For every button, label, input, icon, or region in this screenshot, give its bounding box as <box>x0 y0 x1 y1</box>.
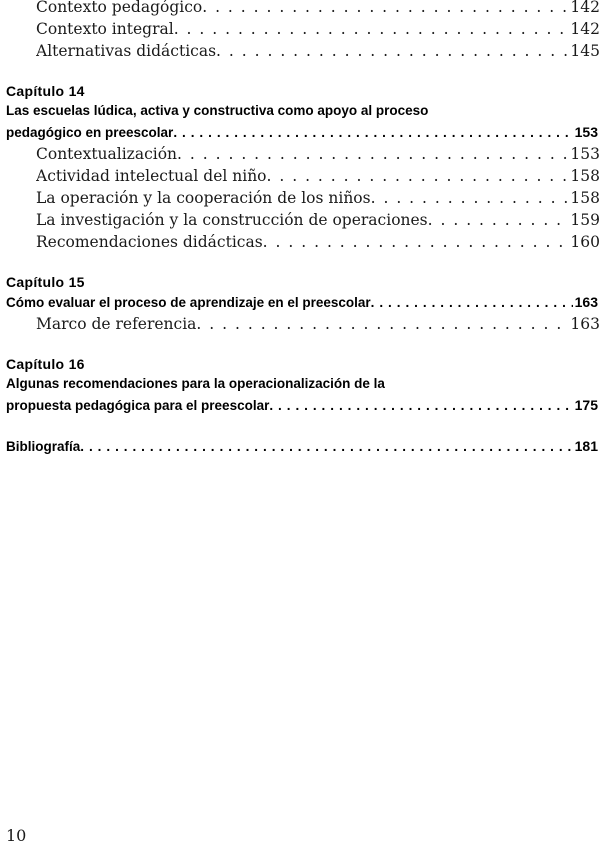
toc-entry-page: 142 <box>570 20 600 38</box>
toc-entry-page: 160 <box>570 233 600 251</box>
page-number: 10 <box>6 826 27 845</box>
chapter-title: Las escuelas lúdica, activa y constructiva como apoyo al proceso <box>6 103 429 118</box>
leader-dots <box>267 167 569 185</box>
leader-dots <box>428 211 569 229</box>
toc-entry-title: Alternativas didácticas <box>36 42 217 60</box>
leader-dots <box>269 398 572 413</box>
leader-dots <box>216 42 568 60</box>
chapter-title: Cómo evaluar el proceso de aprendizaje en el preescolar <box>6 295 371 310</box>
toc-entry <box>36 189 600 207</box>
chapter-label: Capítulo 15 <box>6 274 85 290</box>
leader-dots <box>371 295 573 310</box>
chapter-label: Capítulo 16 <box>6 356 85 372</box>
chapter-page: 153 <box>574 124 598 140</box>
bibliography-page: 181 <box>574 438 598 454</box>
toc-entry-page: 163 <box>570 315 600 333</box>
toc-entry-page: 142 <box>570 0 600 16</box>
toc-entry <box>36 211 600 229</box>
toc-entry-title: Actividad intelectual del niño <box>36 167 267 185</box>
toc-entry <box>36 20 600 38</box>
leader-dots <box>174 20 569 38</box>
leader-dots <box>371 189 569 207</box>
chapter-page: 163 <box>574 294 598 310</box>
toc-entry-page: 158 <box>570 189 600 207</box>
toc-entry <box>36 233 600 251</box>
toc-entry-title: Marco de referencia <box>36 315 197 333</box>
toc-entry-title: Contextualización <box>36 145 178 163</box>
chapter-title-continued: propuesta pedagógica para el preescolar <box>6 398 270 413</box>
chapter-label: Capítulo 14 <box>6 83 85 99</box>
toc-entry-title: La operación y la cooperación de los niños <box>36 189 371 207</box>
leader-dots <box>202 0 568 16</box>
leader-dots <box>80 439 572 454</box>
toc-entry-title: La investigación y la construcción de operaciones <box>36 211 428 229</box>
toc-entry <box>36 145 600 163</box>
toc-entry-page: 145 <box>570 42 600 60</box>
toc-entry <box>36 315 600 333</box>
bibliography-title: Bibliografía <box>6 439 81 454</box>
toc-entry-title: Contexto pedagógico <box>36 0 203 16</box>
leader-dots <box>196 315 568 333</box>
chapter-title-row <box>6 397 598 413</box>
chapter-title-continued: pedagógico en preescolar <box>6 125 174 140</box>
toc-entry-page: 159 <box>570 211 600 229</box>
chapter-title-row <box>6 124 598 140</box>
leader-dots <box>173 125 572 140</box>
toc-entry-page: 158 <box>570 167 600 185</box>
leader-dots <box>263 233 569 251</box>
chapter-title: Algunas recomendaciones para la operacionalización de la <box>6 376 385 391</box>
toc-entry <box>36 167 600 185</box>
toc-entry-page: 153 <box>570 145 600 163</box>
chapter-title-row <box>6 294 598 310</box>
leader-dots <box>177 145 568 163</box>
toc-entry-title: Recomendaciones didácticas <box>36 233 263 251</box>
toc-entry <box>36 0 600 16</box>
toc-entry <box>36 42 600 60</box>
toc-entry-title: Contexto integral <box>36 20 174 38</box>
bibliography-row <box>6 438 598 454</box>
chapter-page: 175 <box>574 397 598 413</box>
